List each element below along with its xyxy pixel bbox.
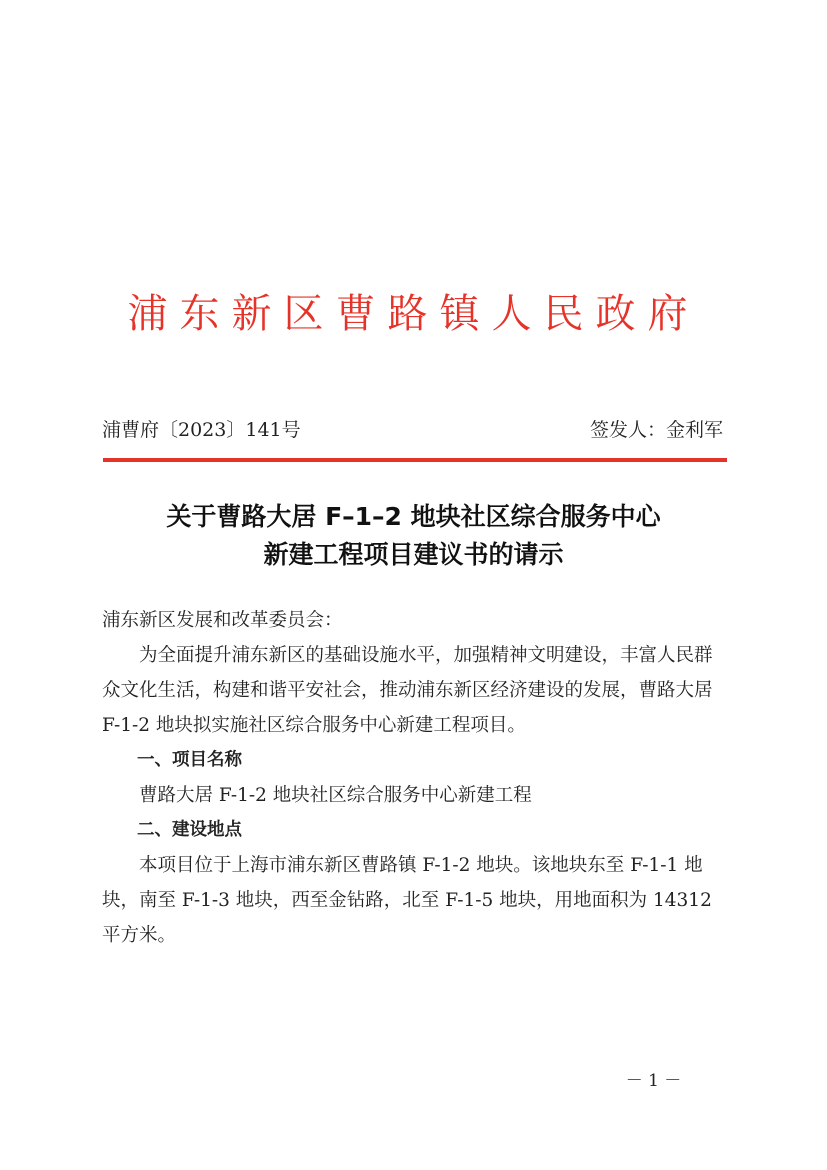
intro-paragraph: 为全面提升浦东新区的基础设施水平，加强精神文明建设，丰富人民群众文化生活，构建和谐平安社会，推动浦东新区经济建设的发展，曹路大居 F-1-2 地块拟实施社区综合服务中心新建工程项目。 — [102, 645, 713, 736]
red-divider-line — [103, 458, 727, 462]
document-body — [102, 603, 722, 953]
document-title-line-2: 新建工程项目建议书的请示 — [263, 540, 564, 569]
section-heading-location: 二、建设地点 — [137, 820, 242, 840]
document-title — [0, 498, 827, 574]
page-number: － 1 － — [625, 1071, 682, 1091]
document-title-line-1: 关于曹路大居 F–1–2 地块社区综合服务中心 — [166, 502, 661, 531]
issuer-signature: 签发人：金利军 — [589, 419, 723, 441]
recipient-line: 浦东新区发展和改革委员会： — [102, 610, 343, 631]
organization-title: 浦东新区曹路镇人民政府 — [127, 291, 700, 337]
document-number: 浦曹府〔2023〕141号 — [102, 419, 301, 441]
section-text-location: 本项目位于上海市浦东新区曹路镇 F-1-2 地块。该地块东至 F-1-1 地块，南至 F-1-3 地块，西至金钻路，北至 F-1-5 地块，用地面积为 14312 平方米。 — [102, 855, 712, 946]
section-heading-project-name: 一、项目名称 — [137, 750, 242, 770]
section-text-project-name: 曹路大居 F-1-2 地块社区综合服务中心新建工程 — [139, 785, 532, 806]
